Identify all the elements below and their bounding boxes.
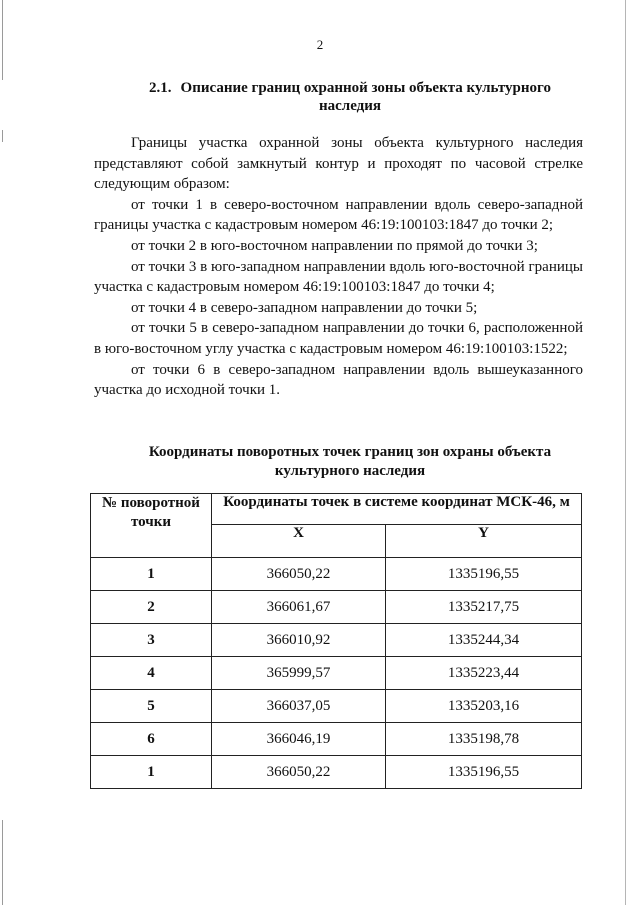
paragraph: от точки 2 в юго-восточном направлении по прямой до точки 3; [131,237,538,254]
section-number: 2.1. [149,80,172,96]
table-row [91,591,582,624]
column-header-y: Y [386,525,582,558]
column-header-coordinates: Координаты точек в системе координат МСК-46, м [212,494,582,525]
y-coordinate: 1335223,44 [386,657,582,690]
x-coordinate: 366046,19 [212,723,386,756]
y-coordinate: 1335244,34 [386,624,582,657]
y-coordinate: 1335196,55 [386,756,582,789]
table-row [91,723,582,756]
point-number: 5 [91,690,212,723]
point-number: 6 [91,723,212,756]
point-number: 2 [91,591,212,624]
scan-edge-left [2,130,3,142]
table-row [91,657,582,690]
boundary-description [94,133,583,401]
coordinates-table [90,493,582,789]
column-header-point: № поворотной точки [91,494,212,558]
x-coordinate: 366050,22 [212,558,386,591]
table-row [91,690,582,723]
paragraph: от точки 5 в северо-западном направлении до точки 6, расположенной в юго-восточном углу участка с кадастровым номером 46:19:100103:1522; [94,320,583,357]
x-coordinate: 366037,05 [212,690,386,723]
table-header-row [91,494,582,525]
point-number: 1 [91,756,212,789]
point-number: 3 [91,624,212,657]
section-heading [140,79,560,115]
point-number: 1 [91,558,212,591]
paragraph: от точки 4 в северо-западном направлении до точки 5; [131,299,478,316]
scan-edge-left [2,820,3,905]
x-coordinate: 366050,22 [212,756,386,789]
x-coordinate: 365999,57 [212,657,386,690]
table-title: Координаты поворотных точек границ зон охраны объекта культурного наследия [148,444,552,479]
page-number: 2 [316,37,324,52]
table-row [91,624,582,657]
point-number: 4 [91,657,212,690]
table-row [91,756,582,789]
table-row [91,558,582,591]
paragraph: Границы участка охранной зоны объекта культурного наследия представляют собой замкнутый контур и проходят по часовой стрелке следующим образом: [94,135,583,193]
scan-edge-right [625,0,626,905]
paragraph: от точки 1 в северо-восточном направлении вдоль северо-западной границы участка с кадастровым номером 46:19:100103:1847 до точки 2; [94,196,583,234]
x-coordinate: 366010,92 [212,624,386,657]
section-title: Описание границ охранной зоны объекта культурного наследия [180,80,551,114]
column-header-x: X [212,525,386,558]
y-coordinate: 1335196,55 [386,558,582,591]
y-coordinate: 1335217,75 [386,591,582,624]
x-coordinate: 366061,67 [212,591,386,624]
paragraph: от точки 3 в юго-западном направлении вдоль юго-восточной границы участка с кадастровым номером 46:19:100103:1847 до точки 4; [94,258,583,296]
y-coordinate: 1335203,16 [386,690,582,723]
y-coordinate: 1335198,78 [386,723,582,756]
paragraph: от точки 6 в северо-западном направлении вдоль вышеуказанного участка до исходной точки 1. [94,361,583,399]
